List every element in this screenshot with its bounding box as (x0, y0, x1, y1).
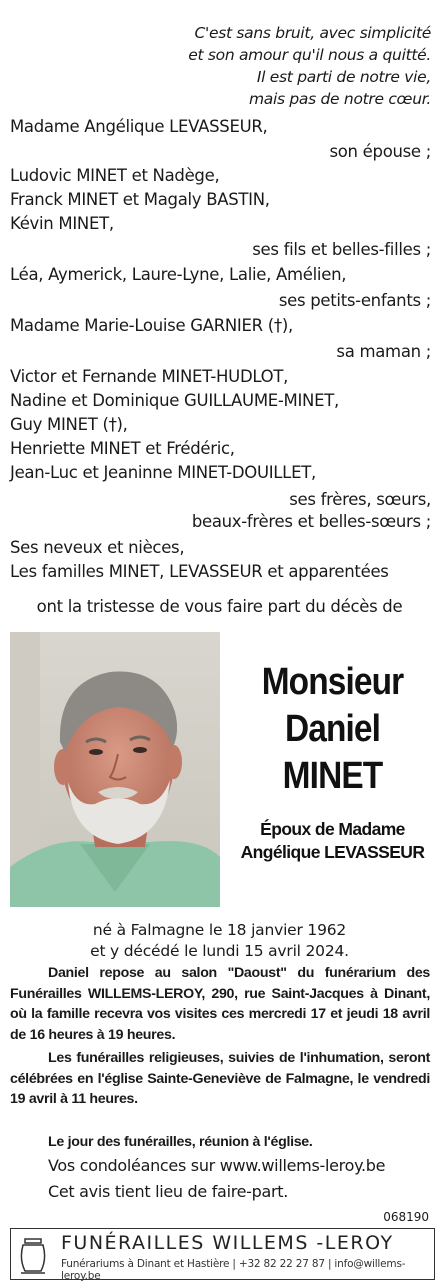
funeral-text: Les funérailles religieuses, suivies de l'inhumation, seront célébrées en l'église Sainte-Geneviève de Falmagne, le vendredi 19 avril à 11 heures. (10, 1050, 430, 1107)
family-line: Henriette MINET et Frédéric, (10, 439, 235, 458)
family-line: Jean-Luc et Jeaninne MINET-DOUILLET, (10, 463, 316, 482)
urn-logo-icon (15, 1233, 51, 1275)
family-line: Franck MINET et Magaly BASTIN, (10, 190, 270, 209)
spouse-line-2: Angélique LEVASSEUR (240, 842, 425, 862)
quote-line-1: C'est sans bruit, avec simplicité (194, 24, 431, 42)
deceased-title: Monsieur (261, 661, 404, 703)
family-relation: son épouse ; (329, 142, 431, 161)
quote-line-2: et son amour qu'il nous a quitté. (188, 46, 431, 64)
announcement: ont la tristesse de vous faire part du décès de (36, 597, 403, 616)
condolences-link[interactable]: Vos condoléances sur www.willems-leroy.be (48, 1156, 386, 1175)
deceased-first-name: Daniel (284, 708, 381, 750)
family-line: Madame Marie-Louise GARNIER (†), (10, 316, 293, 335)
family-line: Madame Angélique LEVASSEUR, (10, 117, 268, 136)
reference-number: 068190 (383, 1210, 429, 1224)
visitation-paragraph (10, 963, 430, 1045)
funeral-home-brand: FUNÉRAILLES WILLEMS -LEROY (61, 1232, 394, 1254)
family-line: Guy MINET (†), (10, 415, 128, 434)
family-relation: ses fils et belles-filles ; (252, 240, 431, 259)
gathering-note: Le jour des funérailles, réunion à l'église. (48, 1134, 313, 1150)
spouse-line-1: Époux de Madame (260, 819, 405, 839)
visitation-text: Daniel repose au salon "Daoust" du funérarium des Funérailles WILLEMS-LEROY, 290, rue Saint-Jacques à Dinant, où la famille recevra vos visites ces mercredi 17 et jeudi 18 avril de 16 heures à 19 heures. (10, 965, 430, 1043)
death-line: et y décédé le lundi 15 avril 2024. (90, 942, 349, 960)
family-relation: beaux-frères et belles-sœurs ; (191, 512, 431, 531)
family-line: Ses neveux et nièces, (10, 538, 185, 557)
family-line: Victor et Fernande MINET-HUDLOT, (10, 367, 289, 386)
family-relation: ses frères, sœurs, (289, 490, 431, 509)
notice-text: Cet avis tient lieu de faire-part. (48, 1182, 289, 1201)
family-relation: sa maman ; (336, 342, 431, 361)
funeral-home-footer (10, 1228, 435, 1280)
family-line: Les familles MINET, LEVASSEUR et apparentées (10, 562, 389, 581)
deceased-last-name: MINET (282, 755, 383, 797)
quote-line-3: Il est parti de notre vie, (256, 68, 431, 86)
family-relation: ses petits-enfants ; (278, 291, 431, 310)
family-line: Léa, Aymerick, Laure-Lyne, Lalie, Amélien, (10, 265, 347, 284)
funeral-paragraph (10, 1048, 430, 1110)
family-line: Ludovic MINET et Nadège, (10, 166, 220, 185)
family-line: Kévin MINET, (10, 214, 114, 233)
family-line: Nadine et Dominique GUILLAUME-MINET, (10, 391, 339, 410)
funeral-home-tagline: Funérariums à Dinant et Hastière | +32 82 22 27 87 | info@willems-leroy.be (61, 1258, 406, 1282)
portrait-photo (10, 632, 220, 907)
quote-line-4: mais pas de notre cœur. (248, 90, 431, 108)
birth-line: né à Falmagne le 18 janvier 1962 (92, 921, 347, 939)
